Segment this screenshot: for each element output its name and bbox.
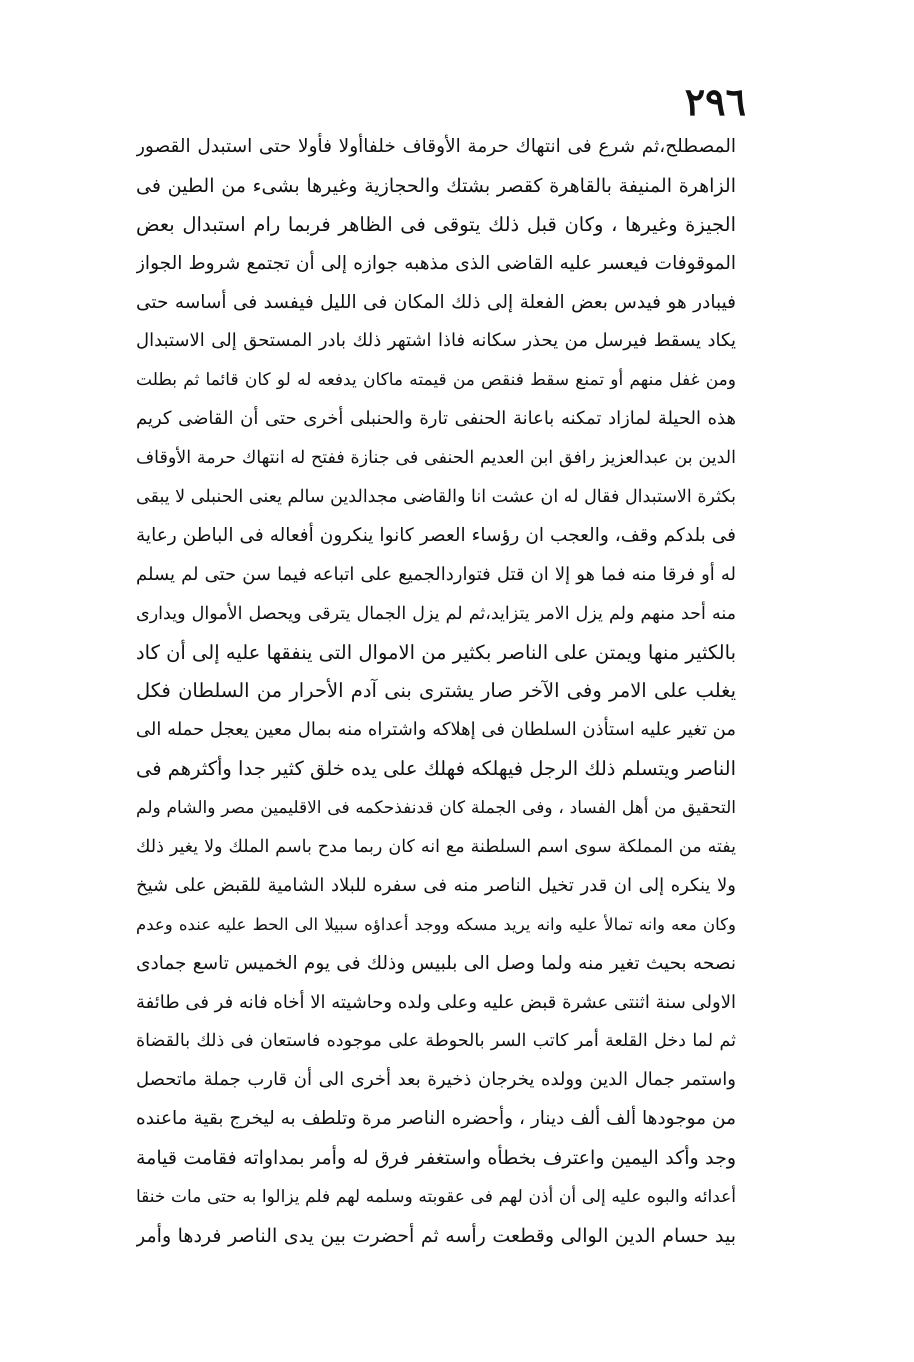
text-line: المصطلح،ثم شرع فى انتهاك حرمة الأوقاف خلفاأولا فأولا حتى استبدل القصور [136, 136, 736, 157]
text-line: بيد حسام الدين الوالى وقطعت رأسه ثم أحضرت بين يدى الناصر فردها وأمر [136, 1224, 736, 1247]
text-line: وكان معه وانه تمالأ عليه وانه يريد مسكه ووجد أعداؤه سبيلا الى الحط عليه عنده وعدم [136, 914, 736, 934]
text-line: بالكثير منها ويمتن على الناصر بكثير من الاموال التى ينفقها عليه إلى أن كاد [136, 640, 736, 664]
text-line: منه أحد منهم ولم يزل الامر يتزايد،ثم لم يزل الجمال يترقى ويحصل الأموال ويدارى [136, 603, 736, 624]
text-line: له أو فرقا منه فما هو إلا ان قتل فتواردالجميع على اتباعه فيما سن حتى لم يسلم [136, 563, 736, 585]
text-line: التحقيق من أهل الفساد ، وفى الجملة كان قدنفذحكمه فى الاقليمين مصر والشام ولم [136, 798, 736, 819]
text-line: يفته من المملكة سوى اسم السلطنة مع انه كان ربما مدح باسم الملك ولا يغير ذلك [136, 837, 736, 858]
text-line: ومن غفل منهم أو تمنع سقط فنقص من قيمته ماكان يدفعه له لو كان قائما ثم بطلت [136, 370, 736, 391]
body-text [136, 128, 736, 1256]
text-line: الزاهرة المنيفة بالقاهرة كقصر بشتك والحجازية وغيرها بشىء من الطين فى [136, 174, 736, 197]
text-line: واستمر جمال الدين وولده يخرجان ذخيرة بعد أخرى الى أن قارب جملة ماتحصل [136, 1069, 736, 1091]
text-line: فى بلدكم وقف، والعجب ان رؤساء العصر كانوا ينكرون أفعاله فى الباطن رعاية [136, 524, 736, 546]
text-line: الدين بن عبدالعزيز رافق ابن العديم الحنفى فى جنازة ففتح له انتهاك حرمة الأوقاف [136, 448, 736, 469]
page-number: ٢٩٦ [684, 79, 746, 124]
text-line: الموقوفات فيعسر عليه القاضى الذى مذهبه جوازه إلى أن تجتمع شروط الجواز [136, 252, 736, 274]
text-line: يكاد يسقط فيرسل من يحذر سكانه فاذا اشتهر ذلك بادر المستحق إلى الاستبدال [136, 330, 736, 352]
text-line: يغلب على الامر وفى الآخر صار يشترى بنى آدم الأحرار من السلطان فكل [136, 679, 736, 703]
text-line: ثم لما دخل القلعة أمر كاتب السر بالحوطة على موجوده فاستعان فى ذلك بالقضاة [136, 1031, 736, 1052]
text-line: وجد وأكد اليمين واعترف بخطأه واستغفر فرق له وأمر بمداواته فقامت قيامة [136, 1147, 736, 1170]
text-line: أعدائه والبوه عليه إلى أن أذن لهم فى عقوبته وسلمه لهم فلم يزالوا به حتى مات خنقا [136, 1187, 736, 1208]
text-line: الناصر ويتسلم ذلك الرجل فيهلكه فهلك على يده خلق كثير جدا وأكثرهم فى [136, 757, 736, 781]
text-line: الاولى سنة اثنتى عشرة قبض عليه وعلى ولده وحاشيته الا أخاه فانه فر فى طائفة [136, 991, 736, 1013]
text-line: الجيزة وغيرها ، وكان قبل ذلك يتوقى فى الظاهر فربما رام استبدال بعض [136, 212, 736, 236]
text-line: ولا ينكره إلى ان قدر تخيل الناصر منه فى سفره للبلاد الشامية للقبض على شيخ [136, 874, 736, 896]
text-line: نصحه بحيث تغير منه ولما وصل الى بلبيس وذلك فى يوم الخميس تاسع جمادى [136, 952, 736, 974]
text-line: من تغير عليه استأذن السلطان فى إهلاكه واشتراه منه بمال معين يعجل حمله الى [136, 719, 736, 741]
text-line: فيبادر هو فيدس بعض الفعلة إلى ذلك المكان فى الليل فيفسد فى أساسه حتى [136, 291, 736, 313]
text-line: من موجودها ألف ألف دينار ، وأحضره الناصر مرة وتلطف به ليخرج بقية ماعنده [136, 1108, 736, 1130]
text-line: هذه الحيلة لمازاد تمكنه باعانة الحنفى تارة والحنبلى أخرى حتى أن القاضى كريم [136, 408, 736, 430]
text-line: بكثرة الاستبدال فقال له ان عشت انا والقاضى مجدالدين سالم يعنى الحنبلى لا يبقى [136, 487, 736, 508]
